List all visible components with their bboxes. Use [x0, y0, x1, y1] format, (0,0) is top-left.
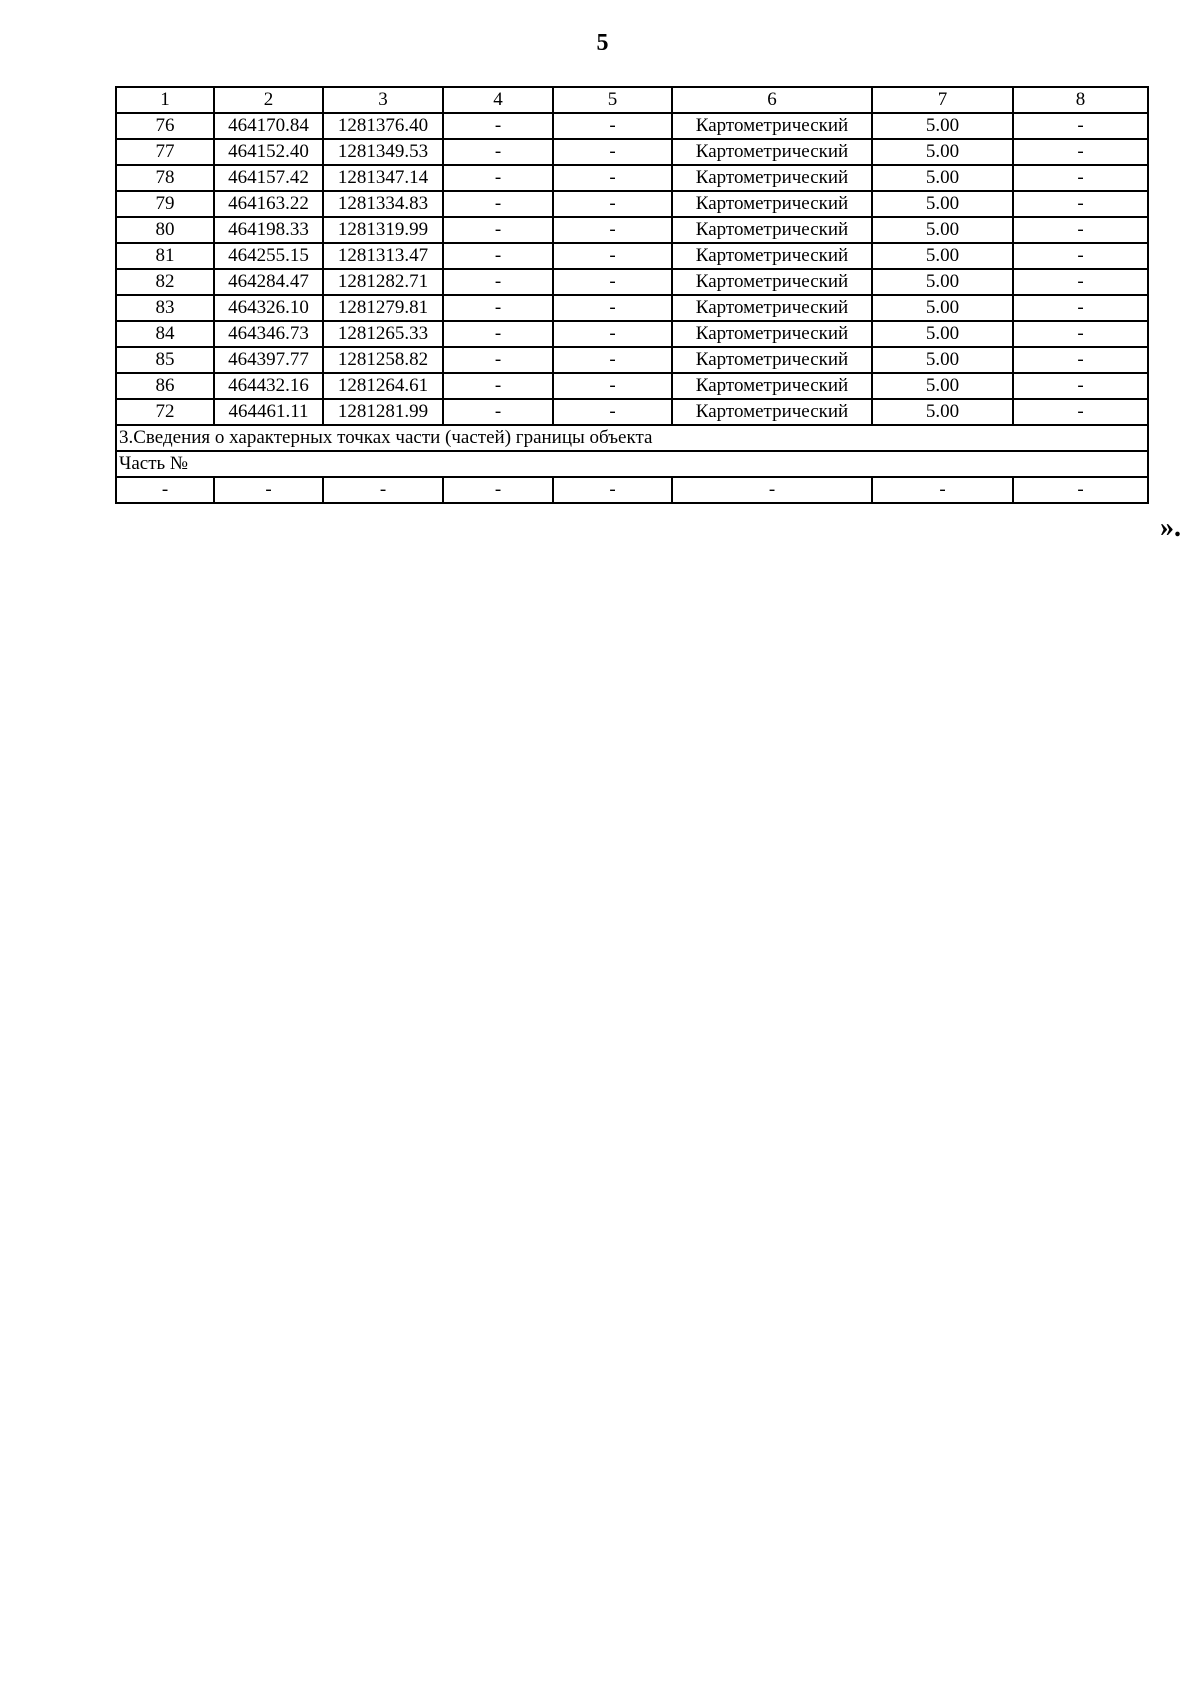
table-cell: - [553, 269, 672, 295]
table-cell: 1281264.61 [323, 373, 443, 399]
table-cell: 2 [214, 87, 323, 113]
table-cell: - [443, 321, 553, 347]
table-cell: 1281349.53 [323, 139, 443, 165]
table-cell: 6 [672, 87, 872, 113]
table-cell: 72 [116, 399, 214, 425]
table-cell: - [553, 347, 672, 373]
table-cell: 5.00 [872, 191, 1013, 217]
table-cell: - [443, 165, 553, 191]
part-label: Часть № [116, 451, 1148, 477]
table-cell: - [553, 217, 672, 243]
table-cell: - [443, 295, 553, 321]
table-cell: - [443, 477, 553, 503]
table-cell: 5.00 [872, 321, 1013, 347]
table-cell: - [443, 373, 553, 399]
table-cell: - [553, 295, 672, 321]
table-cell: - [1013, 113, 1148, 139]
table-cell: 1281279.81 [323, 295, 443, 321]
table-row [116, 191, 1148, 217]
table-cell: 79 [116, 191, 214, 217]
table-cell: 5.00 [872, 165, 1013, 191]
table-cell: - [553, 191, 672, 217]
table-cell: - [1013, 295, 1148, 321]
table-cell: - [553, 243, 672, 269]
table-cell: - [1013, 399, 1148, 425]
table-cell: Картометрический [672, 165, 872, 191]
table-cell: - [323, 477, 443, 503]
table-cell: 5 [553, 87, 672, 113]
page-number: 5 [596, 30, 609, 56]
table-cell: 464163.22 [214, 191, 323, 217]
table-cell: 8 [1013, 87, 1148, 113]
table-cell: 4 [443, 87, 553, 113]
table-cell: - [116, 477, 214, 503]
table-cell: Картометрический [672, 243, 872, 269]
part-label-row [116, 451, 1148, 477]
table-cell: - [443, 243, 553, 269]
table-cell: - [1013, 477, 1148, 503]
table-cell: 464432.16 [214, 373, 323, 399]
table-cell: Картометрический [672, 321, 872, 347]
section-title: 3.Сведения о характерных точках части (частей) границы объекта [116, 425, 1148, 451]
table-cell: - [443, 113, 553, 139]
table-row [116, 269, 1148, 295]
table-cell: - [1013, 139, 1148, 165]
table-cell: - [672, 477, 872, 503]
table-cell: Картометрический [672, 295, 872, 321]
table-cell: 1281313.47 [323, 243, 443, 269]
table-cell: 85 [116, 347, 214, 373]
table-cell: Картометрический [672, 347, 872, 373]
table-cell: - [443, 269, 553, 295]
table-cell: - [553, 373, 672, 399]
table-cell: Картометрический [672, 113, 872, 139]
table-header-row [116, 87, 1148, 113]
table-row [116, 373, 1148, 399]
table-cell: Картометрический [672, 399, 872, 425]
section-title-row [116, 425, 1148, 451]
table-cell: 86 [116, 373, 214, 399]
table-cell: 464170.84 [214, 113, 323, 139]
table-cell: 5.00 [872, 373, 1013, 399]
table-cell: Картометрический [672, 373, 872, 399]
table-cell: 5.00 [872, 139, 1013, 165]
table-cell: 1281258.82 [323, 347, 443, 373]
table-row [116, 295, 1148, 321]
table-cell: 77 [116, 139, 214, 165]
table-cell: Картометрический [672, 139, 872, 165]
table-cell: 7 [872, 87, 1013, 113]
table-cell: 464284.47 [214, 269, 323, 295]
table-row [116, 321, 1148, 347]
table-cell: 3 [323, 87, 443, 113]
table-cell: 76 [116, 113, 214, 139]
table-cell: 5.00 [872, 217, 1013, 243]
table-cell: Картометрический [672, 269, 872, 295]
table-cell: Картометрический [672, 191, 872, 217]
table-cell: - [553, 139, 672, 165]
table-cell: - [443, 399, 553, 425]
closing-quote-mark: ». [1160, 512, 1181, 543]
table-row [116, 217, 1148, 243]
table-cell: 1281281.99 [323, 399, 443, 425]
table-cell: - [553, 165, 672, 191]
table-cell: 83 [116, 295, 214, 321]
table-cell: 1281376.40 [323, 113, 443, 139]
table-cell: - [443, 139, 553, 165]
table-cell: 80 [116, 217, 214, 243]
table-cell: - [553, 321, 672, 347]
table-cell: - [214, 477, 323, 503]
table-cell: - [1013, 347, 1148, 373]
table-cell: - [1013, 217, 1148, 243]
table-empty-row [116, 477, 1148, 503]
table-cell: 464255.15 [214, 243, 323, 269]
table-row [116, 165, 1148, 191]
table-cell: 5.00 [872, 295, 1013, 321]
table-cell: 1 [116, 87, 214, 113]
table-cell: - [1013, 321, 1148, 347]
table-cell: 464157.42 [214, 165, 323, 191]
table-cell: 1281319.99 [323, 217, 443, 243]
table-cell: 5.00 [872, 269, 1013, 295]
table-cell: 82 [116, 269, 214, 295]
coordinates-table [115, 86, 1149, 504]
table-cell: - [553, 399, 672, 425]
table-row [116, 347, 1148, 373]
table-cell: - [553, 477, 672, 503]
table-cell: - [1013, 373, 1148, 399]
table-cell: 1281282.71 [323, 269, 443, 295]
table-cell: 5.00 [872, 113, 1013, 139]
table-cell: 464397.77 [214, 347, 323, 373]
table-row [116, 139, 1148, 165]
table-cell: 81 [116, 243, 214, 269]
table-cell: - [1013, 191, 1148, 217]
table-cell: 1281347.14 [323, 165, 443, 191]
table-cell: - [443, 347, 553, 373]
table-cell: 464152.40 [214, 139, 323, 165]
table-row [116, 399, 1148, 425]
table-cell: 5.00 [872, 347, 1013, 373]
table-cell: 1281265.33 [323, 321, 443, 347]
table-cell: 5.00 [872, 399, 1013, 425]
table-cell: - [872, 477, 1013, 503]
table-cell: - [1013, 269, 1148, 295]
table-cell: 5.00 [872, 243, 1013, 269]
table-cell: Картометрический [672, 217, 872, 243]
table-cell: - [1013, 165, 1148, 191]
table-cell: 464198.33 [214, 217, 323, 243]
table-cell: 78 [116, 165, 214, 191]
table-cell: 464326.10 [214, 295, 323, 321]
table-cell: 464346.73 [214, 321, 323, 347]
table-row [116, 243, 1148, 269]
table-cell: - [443, 217, 553, 243]
table-cell: - [443, 191, 553, 217]
table-cell: - [1013, 243, 1148, 269]
table-cell: - [553, 113, 672, 139]
table-cell: 1281334.83 [323, 191, 443, 217]
table-row [116, 113, 1148, 139]
table-cell: 464461.11 [214, 399, 323, 425]
table-cell: 84 [116, 321, 214, 347]
